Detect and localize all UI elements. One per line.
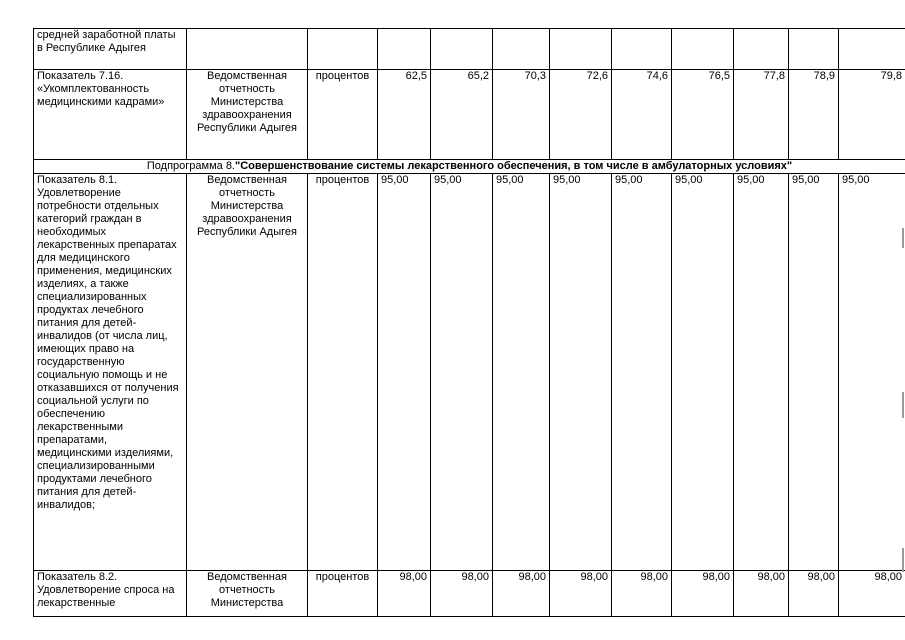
value-cell: 72,6 xyxy=(550,70,612,160)
source-cell xyxy=(187,571,308,617)
value-cell: 62,5 xyxy=(378,70,431,160)
indicator-name: Показатель 7.16. «Укомплектованность медицинскими кадрами» xyxy=(37,70,165,108)
value-cell: 95,00 xyxy=(431,174,493,571)
value-cell xyxy=(431,29,493,70)
value-cell xyxy=(378,29,431,70)
value-cell: 98,00 xyxy=(672,571,734,617)
value-cell: 98,00 xyxy=(789,571,839,617)
scan-edge-mark xyxy=(902,548,904,572)
value-cell: 65,2 xyxy=(431,70,493,160)
unit-cell: процентов xyxy=(308,70,378,160)
subprogram-heading xyxy=(34,160,905,174)
subprogram-prefix: Подпрограмма 8. xyxy=(146,160,235,172)
value-cell: 95,00 xyxy=(378,174,431,571)
value-cell xyxy=(839,29,905,70)
indicator-name-cell xyxy=(34,174,187,571)
value-cell: 79,8 xyxy=(839,70,905,160)
value-cell: 95,00 xyxy=(550,174,612,571)
indicator-name: Показатель 8.1. Удовлетворение потребности отдельных категорий граждан в необходимых лекарственных препаратах для медицинского применения, медицинских изделиях, а также специализированных продуктах лечебного питания для детей-инвалидов (от числа лиц, имеющих право на государственную социальную помощь и не отказавшихся от получения социальной услуги по обеспечению лекарственными препаратами, медицинскими изделиями, специализированными продуктами лечебного питания для детей-инвалидов; xyxy=(37,174,179,511)
value-cell: 74,6 xyxy=(612,70,672,160)
value-cell xyxy=(789,29,839,70)
indicator-name: Показатель 8.2. Удовлетворение спроса на лекарственные xyxy=(37,571,175,609)
value-cell xyxy=(550,29,612,70)
value-cell: 98,00 xyxy=(734,571,789,617)
value-cell: 78,9 xyxy=(789,70,839,160)
source-text: Ведомственная отчетность Министерства здравоохранения Республики Адыгея xyxy=(197,174,297,238)
value-cell: 95,00 xyxy=(839,174,905,571)
indicator-name: средней заработной платы в Республике Адыгея xyxy=(37,29,176,54)
unit-cell xyxy=(308,29,378,70)
value-cell: 95,00 xyxy=(672,174,734,571)
value-cell: 98,00 xyxy=(839,571,905,617)
table-row-continuation xyxy=(34,29,905,70)
value-cell xyxy=(734,29,789,70)
value-cell: 98,00 xyxy=(612,571,672,617)
table-row-8-2 xyxy=(34,571,905,617)
subprogram-title: "Совершенствование системы лекарственного обеспечения, в том числе в амбулаторных условиях" xyxy=(235,160,793,172)
value-cell: 95,00 xyxy=(789,174,839,571)
unit-cell: процентов xyxy=(308,571,378,617)
value-cell: 76,5 xyxy=(672,70,734,160)
scan-edge-mark xyxy=(902,392,904,418)
source-cell xyxy=(187,174,308,571)
source-text: Ведомственная отчетность Министерства здравоохранения Республики Адыгея xyxy=(197,70,297,134)
indicators-table xyxy=(33,28,905,617)
value-cell: 70,3 xyxy=(493,70,550,160)
indicator-name-cell xyxy=(34,29,187,70)
value-cell: 95,00 xyxy=(734,174,789,571)
source-cell xyxy=(187,29,308,70)
source-cell xyxy=(187,70,308,160)
scan-edge-mark xyxy=(902,228,904,248)
source-text: Ведомственная отчетность Министерства xyxy=(207,571,287,609)
value-cell: 98,00 xyxy=(378,571,431,617)
subprogram-row xyxy=(34,160,905,174)
value-cell: 77,8 xyxy=(734,70,789,160)
value-cell xyxy=(672,29,734,70)
value-cell: 95,00 xyxy=(612,174,672,571)
value-cell xyxy=(493,29,550,70)
value-cell xyxy=(612,29,672,70)
indicator-name-cell xyxy=(34,70,187,160)
table-row-8-1 xyxy=(34,174,905,571)
table-row-7-16 xyxy=(34,70,905,160)
value-cell: 98,00 xyxy=(431,571,493,617)
unit-cell: процентов xyxy=(308,174,378,571)
value-cell: 95,00 xyxy=(493,174,550,571)
value-cell: 98,00 xyxy=(493,571,550,617)
indicator-name-cell xyxy=(34,571,187,617)
value-cell: 98,00 xyxy=(550,571,612,617)
